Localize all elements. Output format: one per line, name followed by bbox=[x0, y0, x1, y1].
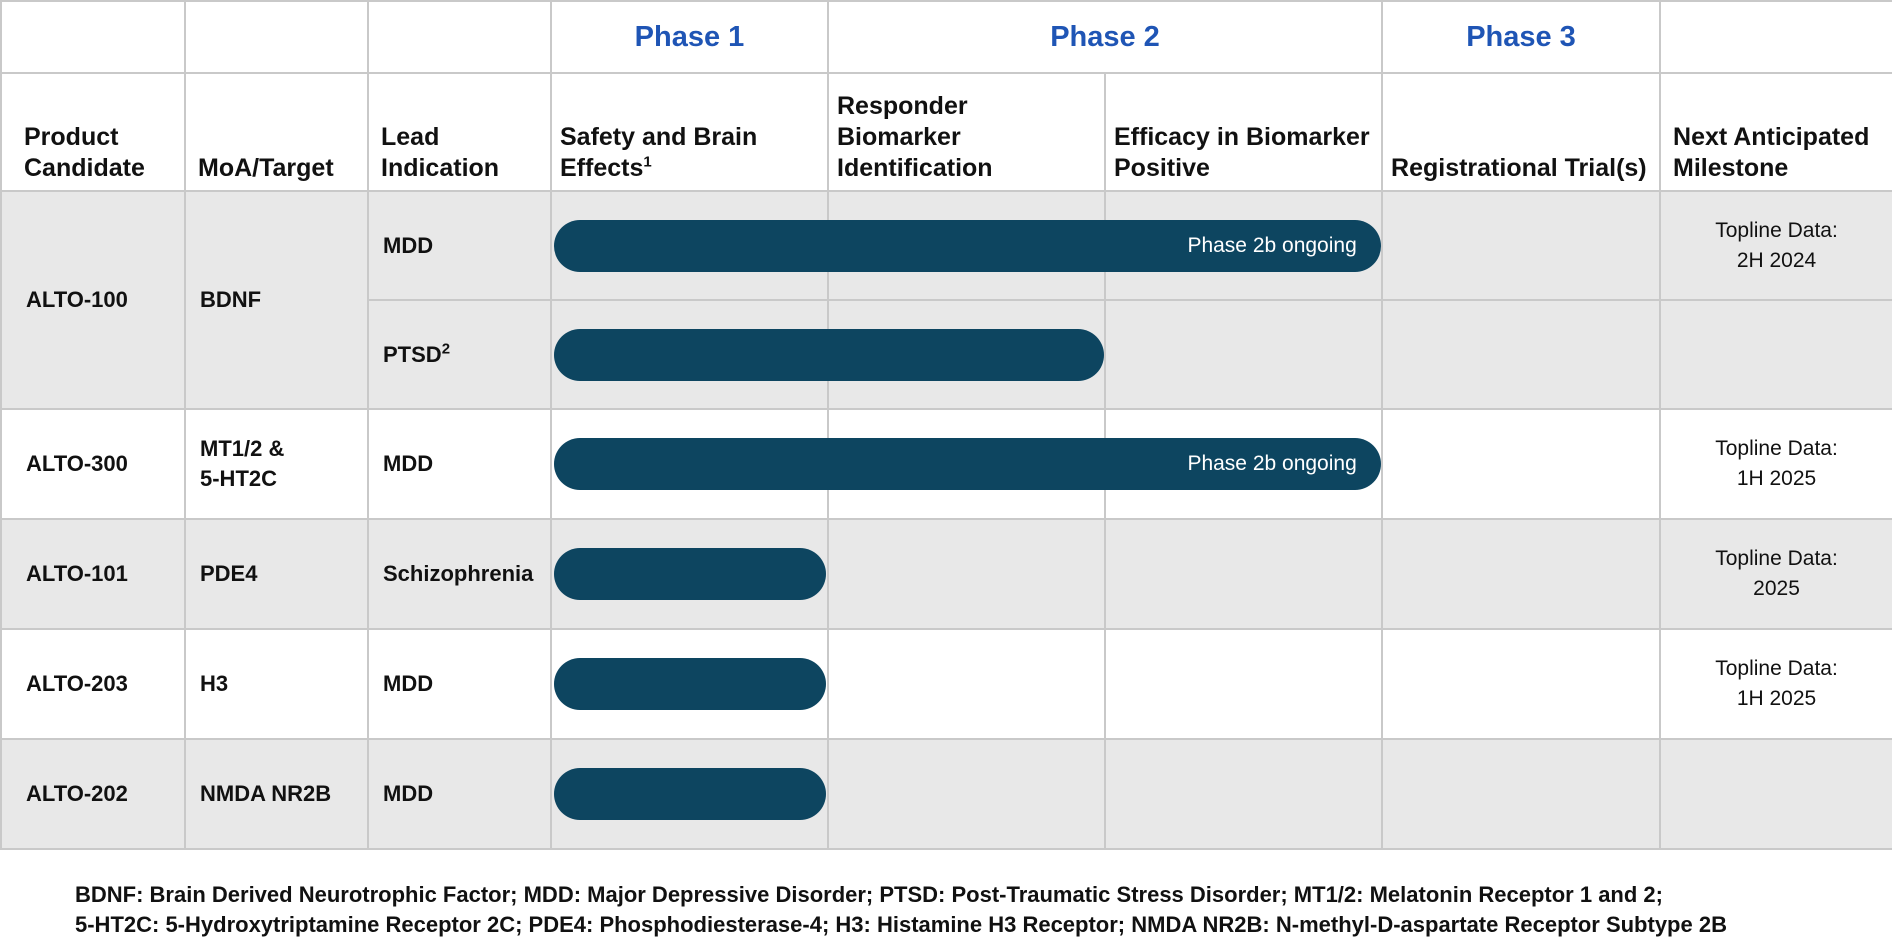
pipeline-row bbox=[1, 629, 1892, 739]
progress-bar bbox=[554, 548, 826, 600]
efficacy-cell bbox=[1105, 300, 1382, 409]
milestone-cell: Topline Data: 2H 2024 bbox=[1660, 191, 1892, 300]
responder-header: Responder Biomarker Identification bbox=[828, 73, 1105, 191]
responder-cell bbox=[828, 739, 1105, 849]
blank-header-cell bbox=[185, 1, 368, 73]
progress-bar bbox=[554, 220, 1381, 272]
indication-cell bbox=[368, 300, 551, 409]
responder-cell bbox=[828, 629, 1105, 739]
blank-header-cell bbox=[368, 1, 551, 73]
efficacy-cell bbox=[1105, 519, 1382, 629]
moa-target-header: MoA/Target bbox=[185, 73, 368, 191]
safety-header-label: Safety and Brain Effects bbox=[560, 123, 758, 182]
phase-1-header: Phase 1 bbox=[551, 1, 828, 73]
registrational-cell bbox=[1382, 629, 1660, 739]
indication-cell: MDD bbox=[368, 409, 551, 519]
moa-cell: PDE4 bbox=[185, 519, 368, 629]
phase-2-header: Phase 2 bbox=[828, 1, 1382, 73]
registrational-cell bbox=[1382, 519, 1660, 629]
blank-header-cell bbox=[1, 1, 185, 73]
milestone-cell bbox=[1660, 300, 1892, 409]
indication-cell bbox=[368, 191, 551, 300]
lead-indication-header: Lead Indication bbox=[368, 73, 551, 191]
progress-bar bbox=[554, 329, 1104, 381]
indication-label: PTSD bbox=[383, 341, 442, 367]
blank-header-cell bbox=[1660, 1, 1892, 73]
registrational-cell bbox=[1382, 191, 1660, 300]
registrational-header: Registrational Trial(s) bbox=[1382, 73, 1660, 191]
product-cell: ALTO-300 bbox=[1, 409, 185, 519]
indication-cell: MDD bbox=[368, 629, 551, 739]
pipeline-row bbox=[1, 519, 1892, 629]
registrational-cell bbox=[1382, 739, 1660, 849]
indication-label: MDD bbox=[383, 232, 434, 258]
safety-header bbox=[551, 73, 828, 191]
moa-cell: BDNF bbox=[185, 191, 368, 409]
progress-bar-label: Phase 2b ongoing bbox=[1187, 233, 1357, 257]
milestone-cell bbox=[1660, 739, 1892, 849]
moa-cell: NMDA NR2B bbox=[185, 739, 368, 849]
progress-bar bbox=[554, 438, 1381, 490]
efficacy-cell bbox=[1105, 629, 1382, 739]
registrational-cell bbox=[1382, 300, 1660, 409]
product-cell: ALTO-202 bbox=[1, 739, 185, 849]
indication-cell: MDD bbox=[368, 739, 551, 849]
product-cell: ALTO-100 bbox=[1, 191, 185, 409]
moa-cell bbox=[185, 409, 368, 519]
pipeline-row bbox=[1, 739, 1892, 849]
product-cell: ALTO-101 bbox=[1, 519, 185, 629]
legend-line: 5-HT2C: 5-Hydroxytriptamine Receptor 2C; PDE4: Phosphodiesterase-4; H3: Histamine H3 Receptor; NMDA NR2B: N-methyl-D-aspartate Receptor Subtype 2B bbox=[75, 912, 1727, 937]
phase-3-header: Phase 3 bbox=[1382, 1, 1660, 73]
moa-cell: H3 bbox=[185, 629, 368, 739]
product-cell: ALTO-203 bbox=[1, 629, 185, 739]
milestone-cell: Topline Data: 2025 bbox=[1660, 519, 1892, 629]
milestone-cell: Topline Data: 1H 2025 bbox=[1660, 409, 1892, 519]
progress-bar-label: Phase 2b ongoing bbox=[1187, 452, 1357, 475]
efficacy-cell bbox=[1105, 739, 1382, 849]
milestone-cell: Topline Data: 1H 2025 bbox=[1660, 629, 1892, 739]
legend-line: BDNF: Brain Derived Neurotrophic Factor; MDD: Major Depressive Disorder; PTSD: Post-Traumatic Stress Disorder; MT1/2: Melatonin Receptor 1 and 2; bbox=[75, 882, 1663, 907]
progress-bar bbox=[554, 658, 826, 710]
footnote-marker: 2 bbox=[441, 340, 451, 358]
efficacy-header: Efficacy in Biomarker Positive bbox=[1105, 73, 1382, 191]
moa-label: MT1/2 & 5-HT2C bbox=[200, 436, 285, 491]
indication-cell: Schizophrenia bbox=[368, 519, 551, 629]
product-candidate-header: Product Candidate bbox=[1, 73, 185, 191]
milestone-header: Next Anticipated Milestone bbox=[1660, 73, 1892, 191]
registrational-cell bbox=[1382, 409, 1660, 519]
responder-cell bbox=[828, 519, 1105, 629]
footnote-marker: 1 bbox=[643, 153, 652, 171]
progress-bar bbox=[554, 768, 826, 820]
abbreviation-legend bbox=[75, 880, 1875, 940]
